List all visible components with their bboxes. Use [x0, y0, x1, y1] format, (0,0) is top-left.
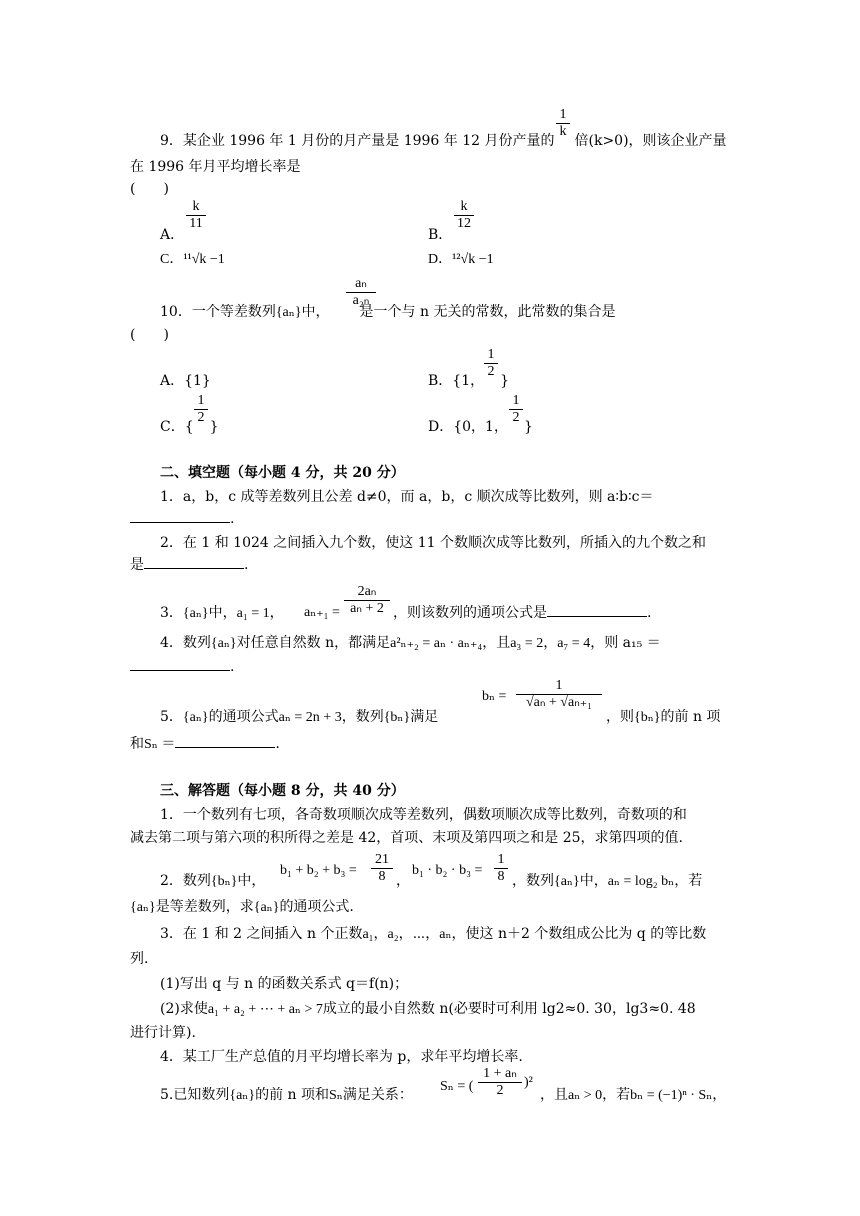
fill-1-line-1: 1．a，b，c 成等差数列且公差 d≠0，而 a，b，c 顺次成等比数列，则 a∶b∶c＝ [160, 489, 654, 505]
problem-2-product: b₁ · b₂ · b₃ = [412, 863, 483, 878]
problem-3-part-2: (2)求使a₁ + a₂ + ⋯ + aₙ > 7成立的最小自然数 n(必要时可利用 lg2≈0. 30，lg3≈0. 48 [160, 1001, 696, 1017]
answer-blank[interactable] [130, 658, 230, 671]
q9-line-1: 9．某企业 1996 年 1 月份的月产量是 1996 年 12 月份产量的 倍(k>0)，则该企业产量 [160, 133, 727, 149]
fill-2-line-2: 是 . [130, 557, 249, 573]
q10-option-d: D．{0，1， } [428, 419, 533, 435]
problem-3-line-2: 列. [130, 951, 149, 967]
q9-option-d: D．¹²√k −1 [428, 252, 494, 267]
fill-3-fraction: $\frac{\text{2aₙ}}{\text{aₙ + 2}}$ [344, 584, 390, 617]
fill-1-line-2: . [130, 510, 234, 528]
fill-5-tail: ，则{bₙ}的前 n 项 [606, 709, 721, 725]
fill-3-lhs: aₙ₊₁ = [304, 605, 340, 620]
denominator: k [559, 124, 567, 139]
q9-option-b-label: B． [428, 227, 453, 243]
problem-2-sum: b₁ + b₂ + b₃ = [280, 863, 357, 878]
problem-5-lhs: Sₙ = ( [440, 1079, 474, 1094]
q10-ratio-fraction: $\frac{\text{aₙ}}{\text{a₂ₙ}}$ [346, 276, 376, 309]
q9-line-2: 在 1996 年月平均增长率是 [130, 159, 301, 175]
fill-4-line-1: 4．数列{aₙ}对任意自然数 n，都满足a²ₙ₊₂ = aₙ · aₙ₊₄，且a₃ = 2，a₇ = 4，则 a₁₅ ＝ [160, 635, 661, 651]
answer-blank[interactable] [130, 510, 230, 523]
q10-option-b-half: $\frac{1}{2}$ [484, 347, 498, 380]
fill-5-line-2: 和Sₙ ＝ . [130, 736, 280, 752]
fill-5-lhs: bₙ = [482, 689, 507, 704]
fill-2-line-1: 2．在 1 和 1024 之间插入九个数，使这 11 个数顺次成等比数列，所插入的九个数之和 [160, 535, 706, 551]
q9-option-a-fraction: $\frac{k}{11}$ [186, 199, 206, 232]
problem-5-fraction: $\frac{\text{1 + aₙ}}{2}$ [478, 1066, 522, 1099]
problem-1-line-1: 1．一个数列有七项，各奇数项顺次成等差数列，偶数项顺次成等比数列，奇数项的和 [160, 807, 687, 823]
problem-5-line-b: ，且aₙ > 0，若bₙ = (−1)ⁿ · Sₙ， [540, 1087, 727, 1103]
q10-option-d-half: $\frac{1}{2}$ [509, 393, 523, 426]
problem-2-fraction-21-8: $\frac{21}{8}$ [371, 852, 393, 885]
fill-3-tail: ，则该数列的通项公式是 . [393, 605, 652, 621]
fill-5-fraction: $\frac{1}{\text{√aₙ + √aₙ₊₁}}$ [516, 678, 602, 711]
problem-3-line-3: 进行计算). [130, 1025, 196, 1041]
q10-answer-paren: ( ) [130, 327, 169, 343]
problem-2-line-2: {aₙ}是等差数列，求{aₙ}的通项公式. [130, 899, 354, 915]
problem-2-line-1a: 2．数列{bₙ}中， [160, 873, 266, 889]
problem-2-fraction-1-8: $\frac{1}{8}$ [494, 852, 508, 885]
q9-option-c: C．¹¹√k −1 [160, 252, 225, 267]
q10-option-a: A．{1} [160, 373, 211, 389]
problem-1-line-2: 减去第二项与第六项的积所得之差是 42，首项、末项及第四项之和是 25，求第四项的值. [130, 830, 683, 846]
problem-2-comma: ， [396, 873, 410, 889]
q9-answer-paren: ( ) [130, 181, 169, 197]
problem-5-rhs: )² [524, 1075, 533, 1090]
problem-5-line-a: 5.已知数列{aₙ}的前 n 项和Sₙ满足关系： [160, 1087, 413, 1103]
section-2-title: 二、填空题（每小题 4 分，共 20 分） [160, 465, 405, 481]
fill-3-line: 3．{aₙ}中，a₁ = 1， [160, 605, 284, 621]
q10-line: 10．一个等差数列{aₙ}中， 是一个与 n 无关的常数，此常数的集合是 [160, 304, 616, 320]
q10-option-c: C．{ } [160, 419, 219, 435]
answer-blank[interactable] [547, 604, 647, 617]
problem-2-line-1b: ，数列{aₙ}中，aₙ = log₂ bₙ，若 [512, 873, 703, 889]
answer-blank[interactable] [175, 735, 275, 748]
numerator: 1 [556, 107, 570, 124]
problem-3-line-1: 3．在 1 和 2 之间插入 n 个正数a₁，a₂，⋯，aₙ，使这 n＋2 个数组成公比为 q 的等比数 [160, 926, 707, 942]
q9-option-a-label: A． [160, 227, 185, 243]
q9-option-b-fraction: $\frac{k}{12}$ [454, 199, 474, 232]
q10-option-c-half: $\frac{1}{2}$ [194, 393, 208, 426]
answer-blank[interactable] [144, 556, 244, 569]
q10-option-b: B．{1， } [428, 373, 510, 389]
section-3-title: 三、解答题（每小题 8 分，共 40 分） [160, 783, 405, 799]
fill-4-line-2: . [130, 658, 234, 676]
fill-5-line-1: 5．{aₙ}的通项公式aₙ = 2n + 3，数列{bₙ}满足 [160, 709, 439, 725]
problem-4: 4．某工厂生产总值的月平均增长率为 p，求年平均增长率. [160, 1049, 523, 1065]
problem-3-part-1: (1)写出 q 与 n 的函数关系式 q＝f(n)； [160, 976, 409, 992]
